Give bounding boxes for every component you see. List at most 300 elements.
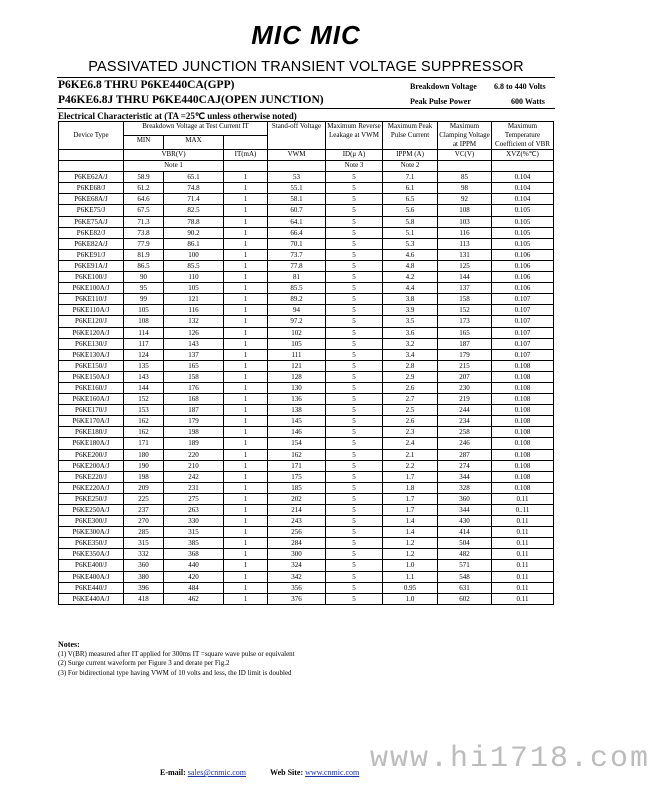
vc-cell: 158 bbox=[438, 294, 492, 305]
vwm-cell: 154 bbox=[268, 438, 326, 449]
id-cell: 5 bbox=[326, 516, 383, 527]
vbr-min-cell: 418 bbox=[124, 593, 164, 604]
vbr-max-cell: 176 bbox=[164, 382, 224, 393]
vbr-min-cell: 332 bbox=[124, 549, 164, 560]
ippm-cell: 5.3 bbox=[383, 238, 438, 249]
vc-cell: 246 bbox=[438, 438, 492, 449]
device-type-cell: P6KE300A/J bbox=[59, 527, 124, 538]
vc-cell: 125 bbox=[438, 260, 492, 271]
unit-blank bbox=[59, 150, 124, 161]
unit-vwm: VWM bbox=[268, 150, 326, 161]
vc-cell: 215 bbox=[438, 360, 492, 371]
device-type-cell: P6KE160/J bbox=[59, 382, 124, 393]
vbr-max-cell: 198 bbox=[164, 427, 224, 438]
device-type-cell: P6KE220A/J bbox=[59, 482, 124, 493]
vbr-max-cell: 420 bbox=[164, 571, 224, 582]
vwm-cell: 214 bbox=[268, 505, 326, 516]
vbr-min-cell: 77.9 bbox=[124, 238, 164, 249]
vwm-cell: 145 bbox=[268, 416, 326, 427]
vc-cell: 482 bbox=[438, 549, 492, 560]
vbr-max-cell: 116 bbox=[164, 305, 224, 316]
id-cell: 5 bbox=[326, 538, 383, 549]
vbr-min-cell: 396 bbox=[124, 582, 164, 593]
it-cell: 1 bbox=[224, 327, 268, 338]
ippm-cell: 2.6 bbox=[383, 416, 438, 427]
table-row bbox=[59, 249, 554, 260]
table-row bbox=[59, 460, 554, 471]
note-2: (2) Surge current waveform per Figure 3 and derate per Fig.2 bbox=[58, 659, 230, 667]
header-blank bbox=[224, 136, 268, 150]
id-cell: 5 bbox=[326, 382, 383, 393]
id-cell: 5 bbox=[326, 238, 383, 249]
ippm-cell: 3.8 bbox=[383, 294, 438, 305]
id-cell: 5 bbox=[326, 527, 383, 538]
device-type-cell: P6KE300/J bbox=[59, 516, 124, 527]
vbr-min-cell: 95 bbox=[124, 283, 164, 294]
vc-cell: 131 bbox=[438, 249, 492, 260]
unit-ippm: IPPM (A) bbox=[383, 150, 438, 161]
company-logo bbox=[0, 20, 612, 51]
id-cell: 5 bbox=[326, 471, 383, 482]
xvz-cell: 0.107 bbox=[492, 338, 554, 349]
vwm-cell: 70.1 bbox=[268, 238, 326, 249]
xvz-cell: 0.105 bbox=[492, 205, 554, 216]
table-row bbox=[59, 394, 554, 405]
ippm-cell: 3.4 bbox=[383, 349, 438, 360]
it-cell: 1 bbox=[224, 427, 268, 438]
vbr-min-cell: 360 bbox=[124, 560, 164, 571]
it-cell: 1 bbox=[224, 216, 268, 227]
vbr-max-cell: 242 bbox=[164, 471, 224, 482]
vbr-max-cell: 110 bbox=[164, 272, 224, 283]
it-cell: 1 bbox=[224, 471, 268, 482]
xvz-cell: 0.105 bbox=[492, 238, 554, 249]
id-cell: 5 bbox=[326, 360, 383, 371]
xvz-cell: 0.108 bbox=[492, 482, 554, 493]
vc-cell: 244 bbox=[438, 405, 492, 416]
device-type-cell: P6KE62A/J bbox=[59, 172, 124, 183]
vc-cell: 274 bbox=[438, 460, 492, 471]
vwm-cell: 94 bbox=[268, 305, 326, 316]
it-cell: 1 bbox=[224, 349, 268, 360]
vwm-cell: 53 bbox=[268, 172, 326, 183]
vbr-min-cell: 64.6 bbox=[124, 194, 164, 205]
table-row bbox=[59, 283, 554, 294]
ippm-cell: 3.6 bbox=[383, 327, 438, 338]
ippm-cell: 2.3 bbox=[383, 427, 438, 438]
table-row bbox=[59, 183, 554, 194]
vbr-max-cell: 74.8 bbox=[164, 183, 224, 194]
vwm-cell: 105 bbox=[268, 338, 326, 349]
xvz-cell: 0.108 bbox=[492, 471, 554, 482]
vbr-max-cell: 231 bbox=[164, 482, 224, 493]
vc-cell: 85 bbox=[438, 172, 492, 183]
device-type-cell: P6KE170A/J bbox=[59, 416, 124, 427]
vbr-max-cell: 462 bbox=[164, 593, 224, 604]
vwm-cell: 60.7 bbox=[268, 205, 326, 216]
vc-cell: 287 bbox=[438, 449, 492, 460]
vc-cell: 548 bbox=[438, 571, 492, 582]
vbr-max-cell: 82.5 bbox=[164, 205, 224, 216]
ippm-cell: 5.1 bbox=[383, 227, 438, 238]
vbr-max-cell: 484 bbox=[164, 582, 224, 593]
ippm-cell: 4.8 bbox=[383, 260, 438, 271]
vbr-min-cell: 124 bbox=[124, 349, 164, 360]
device-type-cell: P6KE170/J bbox=[59, 405, 124, 416]
vbr-max-cell: 86.1 bbox=[164, 238, 224, 249]
vbr-max-cell: 210 bbox=[164, 460, 224, 471]
vbr-max-cell: 385 bbox=[164, 538, 224, 549]
watermark: www.hi1718.com bbox=[370, 742, 650, 776]
device-type-cell: P6KE130/J bbox=[59, 338, 124, 349]
vc-cell: 344 bbox=[438, 505, 492, 516]
header-standoff-voltage: Stand-off Voltage bbox=[268, 122, 326, 150]
table-row bbox=[59, 471, 554, 482]
table-row bbox=[59, 571, 554, 582]
xvz-cell: 0.11 bbox=[492, 493, 554, 504]
id-cell: 5 bbox=[326, 438, 383, 449]
ippm-cell: 2.9 bbox=[383, 371, 438, 382]
ippm-cell: 2.5 bbox=[383, 405, 438, 416]
id-cell: 5 bbox=[326, 283, 383, 294]
xvz-cell: 0..11 bbox=[492, 505, 554, 516]
vbr-max-cell: 90.2 bbox=[164, 227, 224, 238]
ippm-cell: 1.1 bbox=[383, 571, 438, 582]
table-row bbox=[59, 438, 554, 449]
vc-cell: 230 bbox=[438, 382, 492, 393]
vbr-min-cell: 81.9 bbox=[124, 249, 164, 260]
device-type-cell: P6KE200/J bbox=[59, 449, 124, 460]
device-type-cell: P6KE180/J bbox=[59, 427, 124, 438]
it-cell: 1 bbox=[224, 593, 268, 604]
xvz-cell: 0.11 bbox=[492, 560, 554, 571]
xvz-cell: 0.108 bbox=[492, 427, 554, 438]
xvz-cell: 0.104 bbox=[492, 172, 554, 183]
it-cell: 1 bbox=[224, 183, 268, 194]
device-type-cell: P6KE200A/J bbox=[59, 460, 124, 471]
id-cell: 5 bbox=[326, 194, 383, 205]
vbr-min-cell: 105 bbox=[124, 305, 164, 316]
device-type-cell: P6KE68/J bbox=[59, 183, 124, 194]
it-cell: 1 bbox=[224, 438, 268, 449]
xvz-cell: 0.11 bbox=[492, 527, 554, 538]
vbr-max-cell: 105 bbox=[164, 283, 224, 294]
ippm-cell: 4.4 bbox=[383, 283, 438, 294]
table-row bbox=[59, 194, 554, 205]
vbr-max-cell: 220 bbox=[164, 449, 224, 460]
it-cell: 1 bbox=[224, 238, 268, 249]
device-type-cell: P6KE91/J bbox=[59, 249, 124, 260]
vc-cell: 631 bbox=[438, 582, 492, 593]
id-cell: 5 bbox=[326, 493, 383, 504]
vwm-cell: 89.2 bbox=[268, 294, 326, 305]
it-cell: 1 bbox=[224, 482, 268, 493]
unit-vbr: VBR(V) bbox=[124, 150, 224, 161]
it-cell: 1 bbox=[224, 272, 268, 283]
it-cell: 1 bbox=[224, 194, 268, 205]
vbr-min-cell: 73.8 bbox=[124, 227, 164, 238]
vbr-min-cell: 108 bbox=[124, 316, 164, 327]
xvz-cell: 0.106 bbox=[492, 249, 554, 260]
id-cell: 5 bbox=[326, 305, 383, 316]
id-cell: 5 bbox=[326, 593, 383, 604]
table-row bbox=[59, 305, 554, 316]
vwm-cell: 55.1 bbox=[268, 183, 326, 194]
id-cell: 5 bbox=[326, 571, 383, 582]
table-row bbox=[59, 538, 554, 549]
vbr-max-cell: 143 bbox=[164, 338, 224, 349]
id-cell: 5 bbox=[326, 582, 383, 593]
xvz-cell: 0.108 bbox=[492, 460, 554, 471]
vwm-cell: 324 bbox=[268, 560, 326, 571]
vc-cell: 98 bbox=[438, 183, 492, 194]
device-type-cell: P6KE160A/J bbox=[59, 394, 124, 405]
xvz-cell: 0.108 bbox=[492, 438, 554, 449]
vbr-max-cell: 137 bbox=[164, 349, 224, 360]
table-row bbox=[59, 327, 554, 338]
it-cell: 1 bbox=[224, 449, 268, 460]
vc-cell: 571 bbox=[438, 560, 492, 571]
id-cell: 5 bbox=[326, 349, 383, 360]
vc-cell: 92 bbox=[438, 194, 492, 205]
header-max: MAX bbox=[164, 136, 224, 150]
table-row bbox=[59, 316, 554, 327]
web-link[interactable]: www.cnmic.com bbox=[305, 768, 360, 777]
vbr-min-cell: 67.5 bbox=[124, 205, 164, 216]
ippm-cell: 2.2 bbox=[383, 460, 438, 471]
device-type-cell: P6KE130A/J bbox=[59, 349, 124, 360]
ippm-cell: 1.4 bbox=[383, 516, 438, 527]
part-range-gpp: P6KE6.8 THRU P6KE440CA(GPP) bbox=[58, 79, 235, 91]
ippm-cell: 2.6 bbox=[383, 382, 438, 393]
table-row bbox=[59, 549, 554, 560]
ippm-cell: 1.7 bbox=[383, 493, 438, 504]
vwm-cell: 77.8 bbox=[268, 260, 326, 271]
ippm-cell: 3.2 bbox=[383, 338, 438, 349]
vwm-cell: 85.5 bbox=[268, 283, 326, 294]
table-row bbox=[59, 516, 554, 527]
id-cell: 5 bbox=[326, 449, 383, 460]
ippm-cell: 1.0 bbox=[383, 593, 438, 604]
xvz-cell: 0.11 bbox=[492, 582, 554, 593]
vc-cell: 504 bbox=[438, 538, 492, 549]
vc-cell: 187 bbox=[438, 338, 492, 349]
vc-cell: 137 bbox=[438, 283, 492, 294]
vwm-cell: 73.7 bbox=[268, 249, 326, 260]
vwm-cell: 130 bbox=[268, 382, 326, 393]
vbr-min-cell: 61.2 bbox=[124, 183, 164, 194]
ippm-cell: 1.2 bbox=[383, 538, 438, 549]
device-type-cell: P6KE100A/J bbox=[59, 283, 124, 294]
vwm-cell: 64.1 bbox=[268, 216, 326, 227]
it-cell: 1 bbox=[224, 571, 268, 582]
it-cell: 1 bbox=[224, 505, 268, 516]
device-type-cell: P6KE180A/J bbox=[59, 438, 124, 449]
id-cell: 5 bbox=[326, 172, 383, 183]
device-type-cell: P6KE120A/J bbox=[59, 327, 124, 338]
note-ref-blank bbox=[438, 161, 492, 172]
vbr-max-cell: 126 bbox=[164, 327, 224, 338]
vwm-cell: 376 bbox=[268, 593, 326, 604]
vbr-min-cell: 380 bbox=[124, 571, 164, 582]
table-row bbox=[59, 527, 554, 538]
vbr-min-cell: 225 bbox=[124, 493, 164, 504]
it-cell: 1 bbox=[224, 227, 268, 238]
vbr-min-cell: 209 bbox=[124, 482, 164, 493]
xvz-cell: 0.11 bbox=[492, 549, 554, 560]
it-cell: 1 bbox=[224, 549, 268, 560]
vbr-min-cell: 144 bbox=[124, 382, 164, 393]
vwm-cell: 243 bbox=[268, 516, 326, 527]
vwm-cell: 356 bbox=[268, 582, 326, 593]
page-title: PASSIVATED JUNCTION TRANSIENT VOLTAGE SUPPRESSOR bbox=[88, 59, 524, 75]
table-row bbox=[59, 493, 554, 504]
spec-power-value: 600 Watts bbox=[511, 97, 545, 106]
table-row bbox=[59, 371, 554, 382]
id-cell: 5 bbox=[326, 316, 383, 327]
table-row bbox=[59, 449, 554, 460]
ippm-cell: 1.7 bbox=[383, 505, 438, 516]
it-cell: 1 bbox=[224, 582, 268, 593]
header-min: MIN bbox=[124, 136, 164, 150]
it-cell: 1 bbox=[224, 560, 268, 571]
xvz-cell: 0.107 bbox=[492, 316, 554, 327]
table-row bbox=[59, 382, 554, 393]
vbr-min-cell: 270 bbox=[124, 516, 164, 527]
vbr-max-cell: 165 bbox=[164, 360, 224, 371]
xvz-cell: 0.107 bbox=[492, 305, 554, 316]
vwm-cell: 136 bbox=[268, 394, 326, 405]
it-cell: 1 bbox=[224, 493, 268, 504]
header-peak-pulse-current: Maximum Peak Pulse Current bbox=[383, 122, 438, 150]
vbr-min-cell: 86.5 bbox=[124, 260, 164, 271]
id-cell: 5 bbox=[326, 560, 383, 571]
table-row bbox=[59, 593, 554, 604]
vc-cell: 113 bbox=[438, 238, 492, 249]
xvz-cell: 0.108 bbox=[492, 371, 554, 382]
vwm-cell: 97.2 bbox=[268, 316, 326, 327]
vbr-max-cell: 179 bbox=[164, 416, 224, 427]
ippm-cell: 2.4 bbox=[383, 438, 438, 449]
vc-cell: 144 bbox=[438, 272, 492, 283]
vc-cell: 234 bbox=[438, 416, 492, 427]
ippm-cell: 1.0 bbox=[383, 560, 438, 571]
device-type-cell: P6KE82A/J bbox=[59, 238, 124, 249]
unit-xvz: XVZ(%℃) bbox=[492, 150, 554, 161]
table-row bbox=[59, 349, 554, 360]
vbr-min-cell: 171 bbox=[124, 438, 164, 449]
device-type-cell: P6KE250/J bbox=[59, 493, 124, 504]
ippm-cell: 2.8 bbox=[383, 360, 438, 371]
vwm-cell: 121 bbox=[268, 360, 326, 371]
table-row bbox=[59, 360, 554, 371]
logo-text: MIC MIC bbox=[251, 20, 361, 50]
device-type-cell: P6KE350A/J bbox=[59, 549, 124, 560]
vc-cell: 414 bbox=[438, 527, 492, 538]
device-type-cell: P6KE110/J bbox=[59, 294, 124, 305]
unit-vc: VC(V) bbox=[438, 150, 492, 161]
note-ref-2: Note 2 bbox=[383, 161, 438, 172]
table-row bbox=[59, 272, 554, 283]
vbr-max-cell: 330 bbox=[164, 516, 224, 527]
web-label: Web Site: bbox=[270, 768, 304, 777]
device-type-cell: P6KE110A/J bbox=[59, 305, 124, 316]
vbr-max-cell: 275 bbox=[164, 493, 224, 504]
ippm-cell: 5.8 bbox=[383, 216, 438, 227]
note-ref-blank bbox=[224, 161, 268, 172]
ippm-cell: 1.8 bbox=[383, 482, 438, 493]
ippm-cell: 2.7 bbox=[383, 394, 438, 405]
note-ref-3: Note 3 bbox=[326, 161, 383, 172]
vbr-min-cell: 162 bbox=[124, 427, 164, 438]
note-ref-blank bbox=[268, 161, 326, 172]
email-link[interactable]: sales@cnmic.com bbox=[187, 768, 247, 777]
ippm-cell: 6.1 bbox=[383, 183, 438, 194]
notes bbox=[58, 640, 295, 678]
id-cell: 5 bbox=[326, 405, 383, 416]
it-cell: 1 bbox=[224, 371, 268, 382]
unit-it: IT(mA) bbox=[224, 150, 268, 161]
vbr-min-cell: 190 bbox=[124, 460, 164, 471]
section-title: Electrical Characteristic at (TA =25℃ unless otherwise noted) bbox=[58, 111, 297, 121]
id-cell: 5 bbox=[326, 205, 383, 216]
vwm-cell: 256 bbox=[268, 527, 326, 538]
vc-cell: 430 bbox=[438, 516, 492, 527]
id-cell: 5 bbox=[326, 249, 383, 260]
vbr-max-cell: 368 bbox=[164, 549, 224, 560]
vwm-cell: 162 bbox=[268, 449, 326, 460]
device-type-cell: P6KE75/J bbox=[59, 205, 124, 216]
xvz-cell: 0.106 bbox=[492, 272, 554, 283]
xvz-cell: 0.108 bbox=[492, 449, 554, 460]
it-cell: 1 bbox=[224, 172, 268, 183]
device-type-cell: P6KE250A/J bbox=[59, 505, 124, 516]
vc-cell: 219 bbox=[438, 394, 492, 405]
vwm-cell: 111 bbox=[268, 349, 326, 360]
part-range-open-junction: P46KE6.8J THRU P6KE440CAJ(OPEN JUNCTION) bbox=[58, 94, 324, 106]
id-cell: 5 bbox=[326, 505, 383, 516]
vbr-min-cell: 71.3 bbox=[124, 216, 164, 227]
table-row bbox=[59, 560, 554, 571]
vwm-cell: 171 bbox=[268, 460, 326, 471]
vbr-max-cell: 121 bbox=[164, 294, 224, 305]
xvz-cell: 0.108 bbox=[492, 394, 554, 405]
id-cell: 5 bbox=[326, 460, 383, 471]
device-type-cell: P6KE150A/J bbox=[59, 371, 124, 382]
ippm-cell: 1.2 bbox=[383, 549, 438, 560]
header-clamping-voltage: Maximum Clamping Voltage at IPPM bbox=[439, 122, 490, 148]
vc-cell: 344 bbox=[438, 471, 492, 482]
vc-cell: 258 bbox=[438, 427, 492, 438]
device-type-cell: P6KE350/J bbox=[59, 538, 124, 549]
device-type-cell: P6KE440A/J bbox=[59, 593, 124, 604]
ippm-cell: 5.6 bbox=[383, 205, 438, 216]
it-cell: 1 bbox=[224, 460, 268, 471]
vbr-min-cell: 135 bbox=[124, 360, 164, 371]
xvz-cell: 0.105 bbox=[492, 227, 554, 238]
ippm-cell: 6.5 bbox=[383, 194, 438, 205]
it-cell: 1 bbox=[224, 283, 268, 294]
vbr-min-cell: 58.9 bbox=[124, 172, 164, 183]
vc-cell: 152 bbox=[438, 305, 492, 316]
id-cell: 5 bbox=[326, 338, 383, 349]
id-cell: 5 bbox=[326, 416, 383, 427]
id-cell: 5 bbox=[326, 272, 383, 283]
device-type-cell: P6KE100/J bbox=[59, 272, 124, 283]
vbr-min-cell: 152 bbox=[124, 394, 164, 405]
vc-cell: 328 bbox=[438, 482, 492, 493]
table-row bbox=[59, 582, 554, 593]
